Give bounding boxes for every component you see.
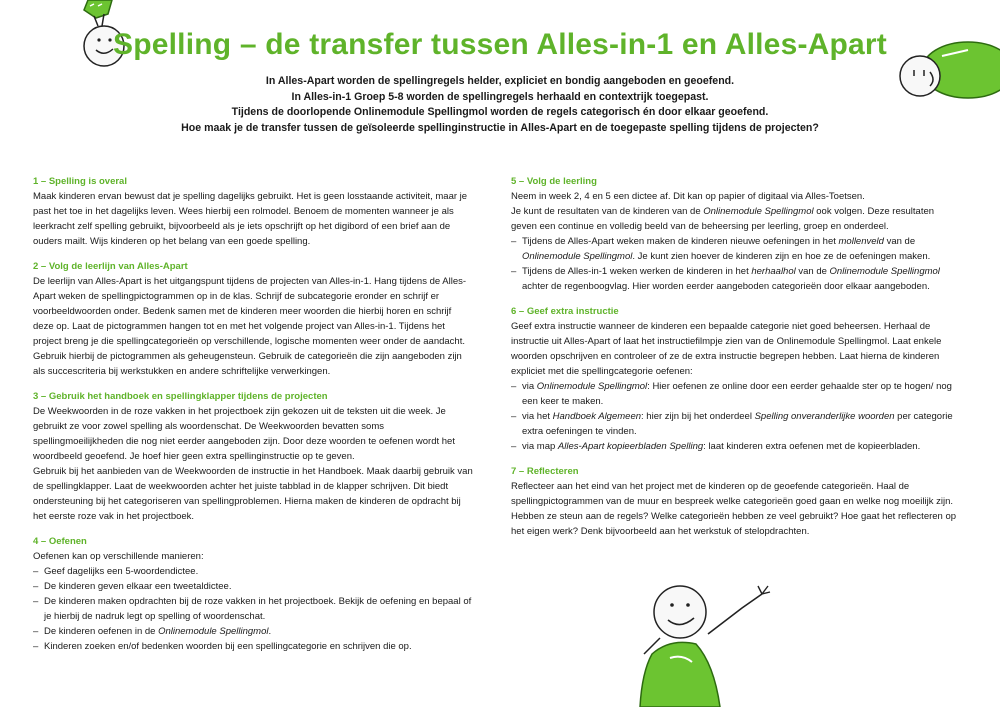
section-body: Gebruik bij het aanbieden van de Weekwoorden de instructie in het Handboek. Maak daarbij gebruik van de spellingklapper. Laat de weekwoorden achter het juiste tabblad in de klapper schrijven. Dit biedt ondersteuning bij het categoriseren van spellingproblemen. Hierna maken de kinderen de opdracht bij het eerste roze vak in het projectboek. (33, 466, 473, 522)
section-body: Reflecteer aan het eind van het project met de kinderen op de geoefende categorieën. Haal de spellingpictogrammen van de muur en bespreek welke categorieën goed gaan en welke nog moeilijk zijn. Hebben ze steun aan de regels? Welke categorieën hebben ze veel gebruikt? Hoe gaat het reflecteren op het eigen werk? Denk bijvoorbeeld aan het werkstuk of stelopdrachten. (511, 481, 957, 537)
list-item (511, 439, 961, 454)
section-heading: 1 – Spelling is overal (33, 176, 127, 187)
list-item: – Geef dagelijks een 5-woordendictee. (33, 564, 473, 579)
section-handboek (33, 389, 473, 524)
text-emphasis: Alles-Apart kopieerbladen Spelling (557, 441, 704, 452)
section-heading: 3 – Gebruik het handboek en spellingklapper tijdens de projecten (33, 391, 328, 402)
section-heading: 6 – Geef extra instructie (511, 306, 619, 317)
section-heading: 4 – Oefenen (33, 536, 87, 547)
text: via map (522, 441, 558, 452)
section-reflecteren (511, 464, 961, 539)
text: ook volgen. Deze resultaten geven een continue en volledig beeld van de beheersing per leerling, groep en onderdeel. (511, 206, 935, 232)
intro-line: In Alles-Apart worden de spellingregels helder, expliciet en bondig aangeboden en geoefend. (265, 75, 735, 87)
text: : hier zijn bij het onderdeel (641, 411, 755, 422)
section-body (511, 204, 961, 234)
section-heading: 7 – Reflecteren (511, 466, 579, 477)
text: : Hier oefenen ze online door een eerder gehaalde ster op te hogen/ nog een keer te maken. (522, 381, 952, 407)
right-column (511, 174, 961, 549)
text: via (522, 381, 537, 392)
section-extra-instructie (511, 304, 961, 454)
list-item: – De kinderen geven elkaar een tweetaldictee. (33, 579, 473, 594)
text-emphasis: Handboek Algemeen (552, 411, 642, 422)
text: Tijdens de Alles-in-1 weken werken de kinderen in het (522, 266, 752, 277)
list-item (511, 379, 961, 409)
section-body: Oefenen kan op verschillende manieren: (33, 551, 204, 562)
list-item: – Kinderen zoeken en/of bedenken woorden bij een spellingcategorie en schrijven die op. (33, 639, 473, 654)
section-heading: 2 – Volg de leerlijn van Alles-Apart (33, 261, 188, 272)
section-body: De Weekwoorden in de roze vakken in het projectboek zijn gekozen uit de teksten uit die week. Je gebruikt ze voor zowel spelling als woordenschat. De Weekwoorden bevatten soms spellingmoeilijkheden die nog niet eerder aangeboden zijn. Door deze woorden te oefenen wordt het woordbeeld geoefend. Je hoef hier geen extra spellinginstructie op te geven. (33, 406, 455, 462)
page-title: Spelling – de transfer tussen Alles-in-1 en Alles-Apart (113, 28, 887, 61)
text-emphasis: Onlinemodule Spellingmol (522, 251, 633, 262)
text-emphasis: Onlinemodule Spellingmol (703, 206, 814, 217)
text: van de (883, 236, 916, 247)
text: . Je kunt zien hoever de kinderen zijn en hoe ze de oefeningen maken. (632, 251, 931, 262)
text-emphasis: Spelling onveranderlijke woorden (754, 411, 895, 422)
text: van de (795, 266, 830, 277)
section-heading: 5 – Volg de leerling (511, 176, 597, 187)
text: achter de regenboogvlag. Hier worden eerder aangeboden categorieën door elkaar aangeboden. (522, 281, 930, 292)
list-item (511, 409, 961, 439)
intro-text (120, 74, 880, 136)
text-emphasis: herhaalhol (751, 266, 796, 277)
section-volg-de-leerling (511, 174, 961, 294)
section-body: Geef extra instructie wanneer de kinderen een bepaalde categorie niet goed beheersen. Herhaal de instructie uit Alles-Apart of laat het instructiefilmpje zien van de Onlinemodule Spellingmol. Laat enkele woorden opschrijven en controleer of ze de extra instructie begrepen hebben. Laat hierna de kinderen expliciet met die spellingcategorie oefenen: (511, 321, 942, 377)
section-body: Maak kinderen ervan bewust dat je spelling dagelijks gebruikt. Het is geen losstaande activiteit, maar je past het toe in het dagelijks leven. Wees hierbij een rolmodel. Benoem de momenten wanneer je als leerkracht zelf spelling gebruikt, bijvoorbeeld als je iets opschrijft op het digibord of een brief aan de ouders mailt. Wijs kinderen op het belang van een goede spelling. (33, 191, 468, 247)
text: : laat kinderen extra oefenen met de kopieerbladen. (703, 441, 921, 452)
text: Je kunt de resultaten van de kinderen van de (511, 206, 704, 217)
list-item (33, 624, 473, 639)
intro-line: In Alles-in-1 Groep 5-8 worden de spellingregels herhaald en contextrijk toegepast. (291, 90, 709, 103)
text-emphasis: mollenveld (838, 236, 884, 247)
list-item: – De kinderen maken opdrachten bij de roze vakken in het projectboek. Bekijk de oefening en bepaal of je hierbij de nadruk legt op spelling of woordenschat. (33, 594, 473, 624)
text: De kinderen oefenen in de (44, 626, 159, 637)
text: via het (522, 411, 553, 422)
bullet-list (511, 234, 961, 294)
text: per categorie extra oefeningen te vinden. (522, 411, 953, 437)
text-emphasis: Onlinemodule Spellingmol (158, 626, 269, 637)
section-leerlijn (33, 259, 473, 379)
list-item (511, 234, 961, 264)
intro-line: Hoe maak je de transfer tussen de geïsoleerde spellinginstructie in Alles-Apart en de toegepaste spelling tijdens de projecten? (181, 121, 819, 134)
bullet-list (511, 379, 961, 454)
bullet-list (33, 564, 473, 654)
left-column (33, 174, 473, 664)
section-body: Neem in week 2, 4 en 5 een dictee af. Dit kan op papier of digitaal via Alles-Toetsen. (511, 191, 865, 202)
text: . (268, 626, 272, 637)
section-body: De leerlijn van Alles-Apart is het uitgangspunt tijdens de projecten van Alles-in-1. Hang tijdens de Alles-Apart weken de spellingpictogrammen op in de klas. Schrijf de subcategorie eronder en schrijf er voorbeeldwoorden onder. Bedenk samen met de kinderen meer woorden die hierbij horen en schrijf deze op. Laat de pictogrammen hangen tot en met het volgende project van Alles-in-1. Tijdens het project breng je die spellingcategorieën op verschillende, logische momenten weer onder de aandacht. Gebruik hierbij de pictogrammen als geheugensteun. Gebruik de categorieën die zijn aangeboden zijn als succescriteria bij werkstukken en andere schriftelijke verwerkingen. (33, 276, 467, 377)
list-item (511, 264, 961, 294)
text-emphasis: Onlinemodule Spellingmol (536, 381, 648, 392)
intro-line: Tijdens de doorlopende Onlinemodule Spellingmol worden de regels categorisch én door elkaar geoefend. (231, 106, 769, 118)
section-spelling-is-overal (33, 174, 473, 249)
cartoon-figure-waving-bottom (630, 572, 810, 707)
text: Tijdens de Alles-Apart weken maken de kinderen nieuwe oefeningen in het (522, 236, 839, 247)
section-oefenen (33, 534, 473, 654)
text-emphasis: Onlinemodule Spellingmol (829, 266, 940, 277)
